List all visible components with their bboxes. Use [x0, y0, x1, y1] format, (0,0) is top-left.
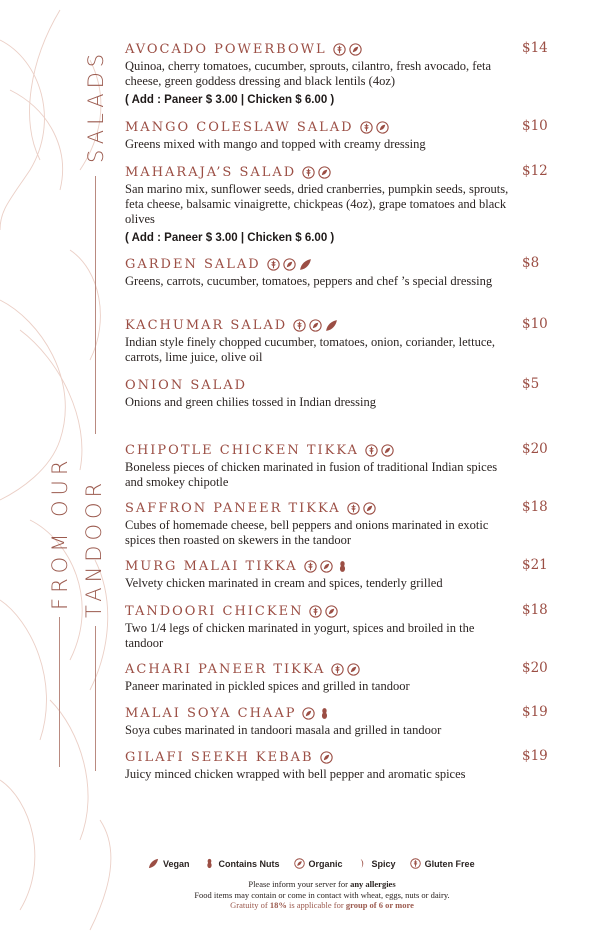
item-description: Greens mixed with mango and topped with creamy dressing — [125, 137, 426, 151]
dietary-legend — [148, 858, 475, 869]
menu-item — [125, 557, 595, 591]
item-diet-icons — [293, 319, 338, 332]
menu-item — [125, 316, 595, 365]
item-name: GARDEN SALAD — [125, 256, 261, 272]
item-name: SAFFRON PANEER TIKKA — [125, 500, 341, 516]
tandoor-section-label-2: TANDOOR — [82, 477, 106, 618]
peanut-icon — [204, 858, 215, 869]
item-price: $20 — [522, 660, 548, 676]
item-diet-icons — [302, 166, 331, 179]
tandoor-divider-left — [59, 617, 60, 767]
item-diet-icons — [331, 663, 360, 676]
chili-icon — [357, 858, 368, 869]
gluten-free-icon — [365, 444, 378, 457]
item-price: $19 — [522, 748, 548, 764]
item-price: $18 — [522, 499, 548, 515]
allergy-footer — [0, 879, 604, 911]
organic-icon — [309, 319, 322, 332]
item-diet-icons — [267, 258, 312, 271]
menu-item — [125, 40, 595, 106]
item-description: Juicy minced chicken wrapped with bell pepper and aromatic spices — [125, 767, 466, 781]
leaf-icon — [299, 258, 312, 271]
organic-icon — [294, 858, 305, 869]
item-price: $19 — [522, 704, 548, 720]
menu-item — [125, 118, 595, 152]
item-diet-icons — [302, 707, 331, 720]
item-diet-icons — [333, 43, 362, 56]
item-description: Onions and green chilies tossed in Indian dressing — [125, 395, 376, 409]
tandoor-section-label-1: FROM OUR — [48, 455, 72, 610]
legend-spicy — [357, 858, 396, 869]
item-description: Indian style finely chopped cucumber, tomatoes, onion, coriander, lettuce, carrots, lime juice, olive oil — [125, 335, 496, 364]
item-price: $5 — [522, 376, 540, 392]
gluten-free-icon — [331, 663, 344, 676]
gluten-free-icon — [347, 502, 360, 515]
organic-icon — [283, 258, 296, 271]
item-price: $8 — [522, 255, 540, 271]
organic-icon — [320, 751, 333, 764]
item-price: $10 — [522, 118, 548, 134]
item-name: AVOCADO POWERBOWL — [125, 41, 327, 57]
gluten-free-icon — [293, 319, 306, 332]
organic-icon — [381, 444, 394, 457]
item-name: CHIPOTLE CHICKEN TIKKA — [125, 442, 359, 458]
organic-icon — [320, 560, 333, 573]
item-name: MANGO COLESLAW SALAD — [125, 119, 354, 135]
organic-icon — [347, 663, 360, 676]
legend-vegan — [148, 858, 190, 869]
organic-icon — [325, 605, 338, 618]
legend-organic-label: Organic — [308, 858, 343, 869]
salads-divider — [95, 176, 96, 434]
item-description: Paneer marinated in pickled spices and grilled in tandoor — [125, 679, 410, 693]
leaf-icon — [325, 319, 338, 332]
gluten-free-icon — [309, 605, 322, 618]
organic-icon — [318, 166, 331, 179]
footer-line-2: Food items may contain or come in contact with wheat, eggs, nuts or dairy. — [194, 889, 450, 900]
item-addon: ( Add : Paneer $ 3.00 | Chicken $ 6.00 ) — [125, 232, 335, 244]
item-name: ACHARI PANEER TIKKA — [125, 661, 326, 677]
menu-item — [125, 255, 595, 289]
item-description: Soya cubes marinated in tandoori masala and grilled in tandoor — [125, 723, 442, 737]
legend-nuts — [204, 858, 280, 869]
salads-section-label: SALADS — [84, 48, 108, 163]
legend-nuts-label: Contains Nuts — [218, 858, 280, 869]
footer-line-1: Please inform your server for any allergies — [248, 879, 396, 889]
item-price: $14 — [522, 40, 548, 56]
item-name: TANDOORI CHICKEN — [125, 603, 304, 619]
item-diet-icons — [360, 121, 389, 134]
organic-icon — [349, 43, 362, 56]
menu-item — [125, 441, 595, 490]
item-description: Greens, carrots, cucumber, tomatoes, peppers and chef ’s special dressing — [125, 274, 493, 288]
organic-icon — [302, 707, 315, 720]
item-name: MALAI SOYA CHAAP — [125, 705, 297, 721]
peanut-icon — [318, 707, 331, 720]
tandoor-divider-right — [95, 626, 96, 771]
gluten-free-icon — [333, 43, 346, 56]
item-description: Two 1/4 legs of chicken marinated in yogurt, spices and broiled in the tandoor — [125, 621, 475, 650]
item-description: Quinoa, cherry tomatoes, cucumber, sprouts, cilantro, fresh avocado, feta cheese, green goddess dressing and black lentils (4oz) — [125, 59, 492, 88]
menu-item — [125, 704, 595, 738]
legend-vegan-label: Vegan — [163, 858, 190, 869]
item-name: ONION SALAD — [125, 377, 248, 393]
footer-line-3: Gratuity of 18% is applicable for group of 6 or more — [230, 900, 414, 910]
item-price: $18 — [522, 602, 548, 618]
item-diet-icons — [309, 605, 338, 618]
menu-item — [125, 748, 595, 782]
item-addon: ( Add : Paneer $ 3.00 | Chicken $ 6.00 ) — [125, 94, 335, 106]
gluten-free-icon — [410, 858, 421, 869]
item-price: $20 — [522, 441, 548, 457]
organic-icon — [376, 121, 389, 134]
legend-gluten-free — [410, 858, 475, 869]
item-description: Boneless pieces of chicken marinated in fusion of traditional Indian spices and smokey chipotle — [125, 460, 498, 489]
legend-organic — [294, 858, 343, 869]
item-diet-icons — [365, 444, 394, 457]
item-price: $12 — [522, 163, 548, 179]
gluten-free-icon — [304, 560, 317, 573]
item-price: $21 — [522, 557, 548, 573]
item-diet-icons — [347, 502, 376, 515]
menu-item — [125, 660, 595, 694]
legend-spicy-label: Spicy — [371, 858, 396, 869]
item-diet-icons — [304, 560, 349, 573]
item-name: KACHUMAR SALAD — [125, 317, 288, 333]
menu-item — [125, 499, 595, 548]
menu-item — [125, 163, 595, 244]
menu-item — [125, 602, 595, 651]
item-name: MAHARAJA’S SALAD — [125, 164, 297, 180]
item-description: Cubes of homemade cheese, bell peppers and onions marinated in exotic spices then roasted on skewers in the tandoor — [125, 518, 489, 547]
item-name: GILAFI SEEKH KEBAB — [125, 749, 314, 765]
item-diet-icons — [320, 751, 333, 764]
item-price: $10 — [522, 316, 548, 332]
item-name: MURG MALAI TIKKA — [125, 558, 298, 574]
item-description: Velvety chicken marinated in cream and spices, tenderly grilled — [125, 576, 443, 590]
gluten-free-icon — [267, 258, 280, 271]
organic-icon — [363, 502, 376, 515]
item-description: San marino mix, sunflower seeds, dried cranberries, pumpkin seeds, sprouts, feta cheese, balsamic vinaigrette, chickpeas (4oz), grape tomatoes and black olives — [125, 182, 509, 226]
menu-item — [125, 376, 595, 410]
leaf-icon — [148, 858, 159, 869]
gluten-free-icon — [302, 166, 315, 179]
gluten-free-icon — [360, 121, 373, 134]
peanut-icon — [336, 560, 349, 573]
legend-gluten-free-label: Gluten Free — [424, 858, 475, 869]
